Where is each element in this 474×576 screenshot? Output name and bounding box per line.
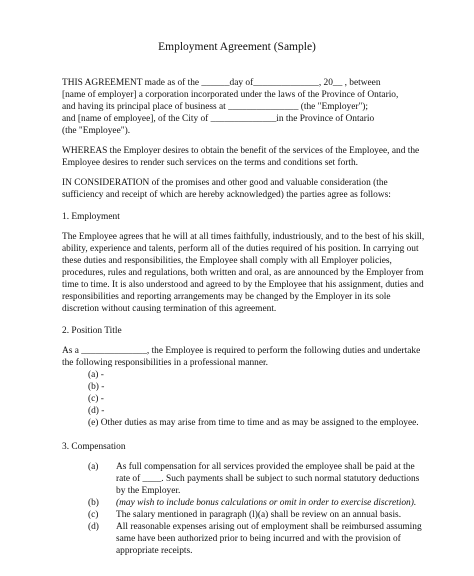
- employment-line: responsibilities and reporting arrangements may be changed by the Employer in its sole: [62, 292, 391, 302]
- compensation-line: by the Employer.: [116, 486, 181, 496]
- section-heading-compensation: 3. Compensation: [62, 442, 126, 452]
- duty-item: (e) Other duties as may arise from time to time and as may be assigned to the employee.: [88, 418, 419, 428]
- compensation-line: same have been authorized prior to being incurred and with the provision of: [116, 534, 401, 544]
- compensation-line: rate of ____. Such payments shall be subject to such normal statutory deductions: [116, 474, 420, 484]
- intro-line: (the "Employee").: [62, 126, 131, 136]
- compensation-line: appropriate receipts.: [116, 546, 193, 556]
- duty-item: (d) -: [88, 406, 105, 416]
- employment-line: time to time. It is also understood and agreed to by the Employee that his assignment, duties and: [62, 280, 424, 290]
- compensation-line: As full compensation for all services provided the employee shall be paid at the: [116, 462, 415, 472]
- intro-line: and having its principal place of business at _______________ (the "Employer");: [62, 102, 369, 112]
- employment-line: these duties and responsibilities, the Employee shall comply with all Employer policies,: [62, 256, 392, 266]
- document-title: Employment Agreement (Sample): [158, 41, 316, 53]
- compensation-label: (b): [88, 498, 99, 508]
- employment-line: The Employee agrees that he will at all times faithfully, industriously, and to the best of his skill,: [62, 232, 425, 242]
- compensation-label: (c): [88, 510, 99, 520]
- employment-line: ability, experience and talents, perform all of the duties required of his position. In carrying out: [62, 244, 419, 254]
- employment-line: discretion without causing termination of this agreement.: [62, 304, 277, 314]
- compensation-line: (may wish to include bonus calculations or omit in order to exercise discretion).: [116, 498, 417, 508]
- compensation-label: (a): [88, 462, 99, 472]
- position-line: the following responsibilities in a professional manner.: [62, 358, 268, 368]
- section-heading-employment: 1. Employment: [62, 212, 120, 222]
- employment-line: procedures, rules and regulations, both written and oral, as are announced by the Employer from: [62, 268, 424, 278]
- whereas-line: WHEREAS the Employer desires to obtain the benefit of the services of the Employee, and the: [62, 146, 420, 156]
- intro-line: THIS AGREEMENT made as of the ______day of______________, 20__ , between: [62, 78, 381, 88]
- consideration-line: IN CONSIDERATION of the promises and other good and valuable consideration (the: [62, 178, 388, 188]
- compensation-line: The salary mentioned in paragraph (l)(a) shall be review on an annual basis.: [116, 510, 402, 520]
- intro-line: and [name of employee], of the City of ______________in the Province of Ontario: [62, 114, 375, 124]
- whereas-line: Employee desires to render such services on the terms and conditions set forth.: [62, 158, 359, 168]
- compensation-label: (d): [88, 522, 99, 532]
- duty-item: (a) -: [88, 370, 104, 380]
- duty-item: (b) -: [88, 382, 105, 392]
- consideration-line: sufficiency and receipt of which are hereby acknowledged) the parties agree as follows:: [62, 190, 391, 200]
- duty-item: (c) -: [88, 394, 104, 404]
- position-line: As a ______________, the Employee is required to perform the following duties and undertake: [62, 346, 421, 356]
- compensation-line: All reasonable expenses arising out of employment shall be reimbursed assuming: [116, 522, 422, 532]
- section-heading-position-title: 2. Position Title: [62, 326, 122, 336]
- intro-line: [name of employer] a corporation incorporated under the laws of the Province of Ontario,: [62, 90, 399, 100]
